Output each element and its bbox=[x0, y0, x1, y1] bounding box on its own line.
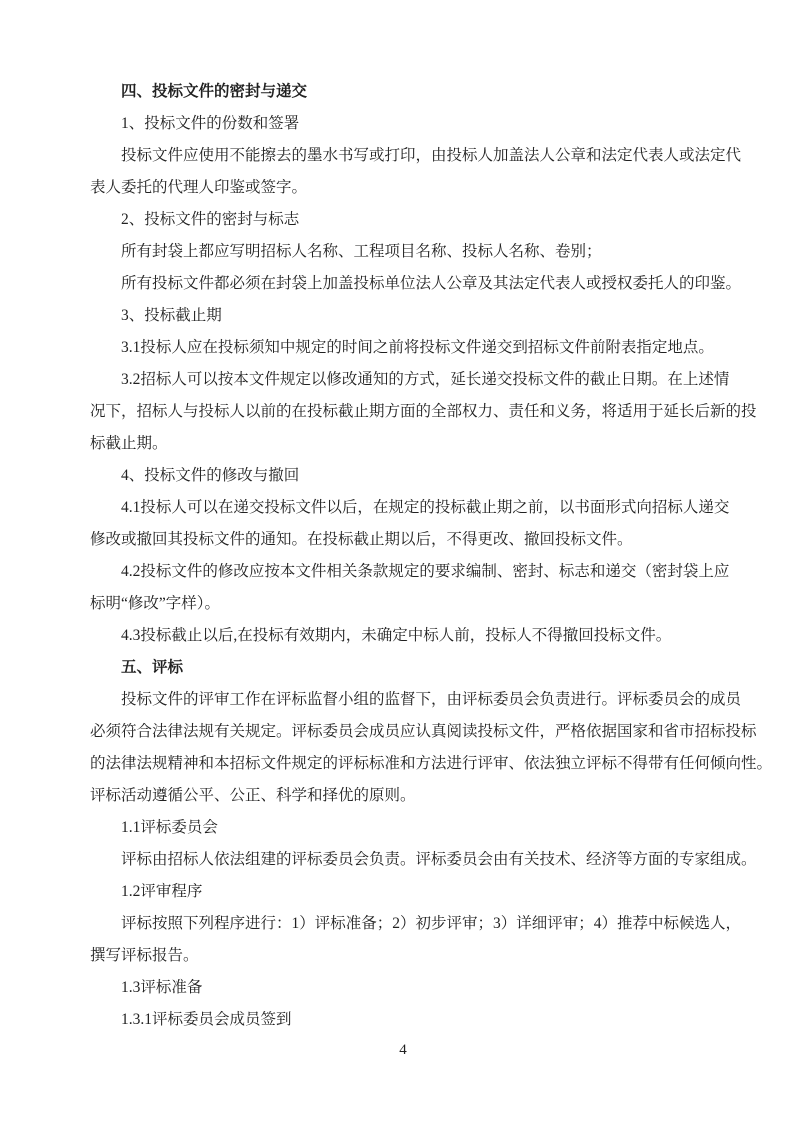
text-line: 评标由招标人依法组建的评标委员会负责。评标委员会由有关技术、经济等方面的专家组成。 bbox=[121, 851, 757, 868]
text-line: 评标按照下列程序进行：1）评标准备；2）初步评审；3）详细评审；4）推荐中标候选人， bbox=[121, 915, 742, 932]
text-line: 评标活动遵循公平、公正、科学和择优的原则。 bbox=[90, 787, 416, 804]
page-number: 4 bbox=[399, 1042, 407, 1058]
text-line: 1.1评标委员会 bbox=[121, 819, 218, 836]
text-line: 3.2招标人可以按本文件规定以修改通知的方式，延长递交投标文件的截止日期。在上述情 bbox=[121, 371, 730, 388]
text-line: 1.3.1评标委员会成员签到 bbox=[121, 1011, 292, 1028]
text-line: 4.1投标人可以在递交投标文件以后，在规定的投标截止期之前，以书面形式向招标人递交 bbox=[121, 499, 730, 516]
text-line: 撰写评标报告。 bbox=[90, 947, 199, 964]
text-line: 1.3评标准备 bbox=[121, 979, 203, 996]
text-line: 4.2投标文件的修改应按本文件相关条款规定的要求编制、密封、标志和递交（密封袋上应 bbox=[121, 563, 730, 580]
text-line: 必须符合法律法规有关规定。评标委员会成员应认真阅读投标文件，严格依据国家和省市招标投标 bbox=[90, 723, 757, 740]
text-line: 标明“修改”字样）。 bbox=[90, 595, 221, 612]
text-line: 3.1投标人应在投标须知中规定的时间之前将投标文件递交到招标文件前附表指定地点。 bbox=[121, 339, 714, 356]
text-line: 标截止期。 bbox=[90, 435, 168, 452]
text-line: 修改或撤回其投标文件的通知。在投标截止期以后，不得更改、撤回投标文件。 bbox=[90, 531, 633, 548]
section-heading: 四、投标文件的密封与递交 bbox=[121, 83, 308, 100]
text-line: 所有封袋上都应写明招标人名称、工程项目名称、投标人名称、卷别； bbox=[121, 243, 602, 260]
text-line: 投标文件的评审工作在评标监督小组的监督下，由评标委员会负责进行。评标委员会的成员 bbox=[121, 691, 742, 708]
text-line: 投标文件应使用不能擦去的墨水书写或打印，由投标人加盖法人公章和法定代表人或法定代 bbox=[121, 147, 742, 164]
text-line: 4.3投标截止以后,在投标有效期内，未确定中标人前，投标人不得撤回投标文件。 bbox=[121, 627, 672, 644]
document-body bbox=[90, 76, 773, 1036]
text-line: 1.2评审程序 bbox=[121, 883, 203, 900]
text-line: 1、投标文件的份数和签署 bbox=[121, 115, 300, 132]
text-line: 所有投标文件都必须在封袋上加盖投标单位法人公章及其法定代表人或授权委托人的印鉴。 bbox=[121, 275, 742, 292]
text-line: 况下，招标人与投标人以前的在投标截止期方面的全部权力、责任和义务，将适用于延长后新的投 bbox=[90, 403, 757, 420]
text-line: 2、投标文件的密封与标志 bbox=[121, 211, 300, 228]
text-line: 4、投标文件的修改与撤回 bbox=[121, 467, 300, 484]
section-heading: 五、评标 bbox=[121, 659, 184, 676]
text-line: 3、投标截止期 bbox=[121, 307, 222, 324]
text-line: 表人委托的代理人印鉴或签字。 bbox=[90, 179, 308, 196]
text-line: 的法律法规精神和本招标文件规定的评标标准和方法进行评审、依法独立评标不得带有任何倾向性。 bbox=[90, 755, 773, 772]
